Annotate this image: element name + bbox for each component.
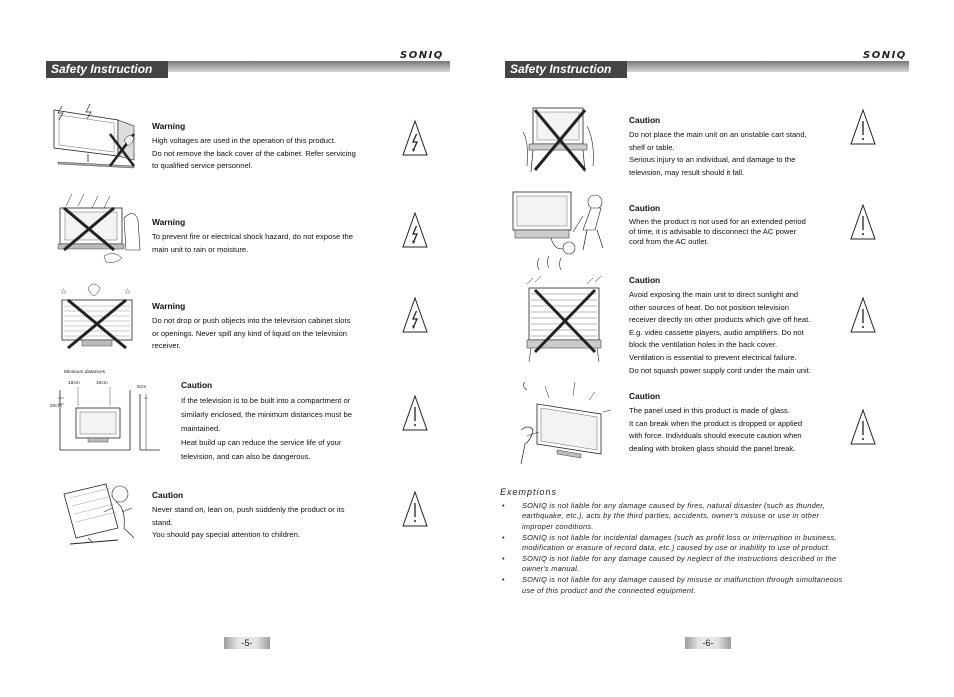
item-heading: Caution [629, 115, 661, 125]
caution-min-distances [181, 380, 391, 464]
exemption-item [500, 533, 890, 554]
exemption-line: earthquake, etc.), acts by the third parties, accidents, owner's misuse or use in other [522, 511, 820, 521]
caution-disconnect-power [629, 203, 865, 247]
exclamation-warning-icon [850, 108, 876, 146]
item-line: Heat build up can reduce the service life of your [181, 438, 342, 447]
brand-logo: SONIQ [400, 50, 444, 61]
item-line: Never stand on, lean on, push suddenly the product or its [152, 505, 345, 514]
item-line: When the product is not used for an extended period [629, 217, 806, 226]
min-distance-right: 5cm [137, 385, 147, 390]
svg-text:☆: ☆ [124, 287, 132, 296]
exemption-item [500, 554, 890, 575]
bullet: • [502, 501, 505, 510]
lightning-warning-icon [402, 296, 428, 334]
item-heading: Caution [181, 380, 213, 390]
item-line: maintained. [181, 424, 221, 433]
exemption-line: SONIQ is not liable for any damage caused by fires, natural disaster (such as thunder, [522, 501, 825, 510]
banner-gradient-bar [625, 61, 909, 72]
min-distance-left: 20cm [50, 404, 62, 409]
section-banner [46, 61, 450, 78]
item-line: with force. Individuals should execute caution when [629, 431, 802, 441]
bullet: • [502, 575, 505, 585]
bullet: • [502, 554, 505, 564]
item-line: If the television is to be built into a compartment or [181, 396, 351, 405]
item-line: shelf or table. [629, 142, 675, 152]
item-line: receiver directly on other products which give off heat. [629, 315, 811, 325]
caution-unstable-cart [629, 115, 865, 179]
exclamation-warning-icon [402, 490, 428, 528]
page-number: -6- [685, 637, 731, 649]
item-heading: Warning [152, 217, 186, 227]
page-number: -5- [224, 637, 270, 649]
tv-rain-illustration [52, 194, 142, 266]
item-line: Do not squash power supply cord under the main unit. [629, 365, 811, 375]
item-line: cord from the AC outlet. [629, 237, 709, 246]
item-line: dealing with broken glass should the panel break. [629, 443, 796, 453]
item-line: Do not drop or push objects into the television cabinet slots [152, 316, 351, 325]
exemption-item [500, 575, 890, 596]
exemption-line: owner's manual. [522, 564, 580, 574]
warning-objects-liquid [152, 301, 388, 353]
warning-rain-moisture [152, 217, 388, 256]
banner-title: Safety Instruction [505, 61, 627, 78]
banner-gradient-bar [166, 61, 450, 72]
item-line: You should pay special attention to children. [152, 530, 300, 540]
exemptions-section [500, 487, 890, 597]
item-line: block the ventilation holes in the back cover. [629, 340, 778, 350]
item-line: of time, it is advisable to disconnect the AC power [629, 227, 797, 236]
item-line: television, and can also be dangerous. [181, 452, 311, 461]
exemption-line: improper conditions. [522, 521, 594, 531]
heat-sunlight-illustration [521, 254, 611, 364]
exemptions-list [500, 501, 890, 596]
exclamation-warning-icon [850, 203, 876, 241]
item-line: or openings. Never spill any kind of liquid on the television [152, 328, 348, 338]
item-heading: Warning [152, 301, 186, 311]
item-line: main unit to rain or moisture. [152, 244, 249, 254]
item-heading: Warning [152, 121, 186, 131]
item-line: E.g. video cassette players, audio amplifiers. Do not [629, 327, 804, 337]
item-line: other sources of heat. Do not position television [629, 302, 789, 312]
item-line: to qualified service personnel. [152, 161, 253, 171]
brand-logo: SONIQ [863, 50, 907, 61]
exclamation-warning-icon [850, 408, 876, 446]
lightning-warning-icon [402, 119, 428, 157]
item-line: Avoid exposing the main unit to direct sunlight and [629, 290, 799, 299]
caution-glass-panel [629, 391, 865, 455]
tv-objects-illustration [54, 282, 144, 354]
exemption-line: SONIQ is not liable for any damage caused by misuse or malfunction through simultaneous [522, 575, 843, 585]
exemption-line: SONIQ is not liable for incidental damages (such as profit loss or interruption in business, [522, 532, 837, 542]
warning-high-voltage [152, 121, 388, 173]
item-line: High voltages are used in the operation of this product. [152, 136, 337, 145]
item-line: Do not place the main unit on an unstable cart stand, [629, 130, 807, 139]
item-line: similarly enclosed, the minimum distances must be [181, 410, 352, 419]
exemption-item [500, 501, 890, 532]
unplug-power-illustration [511, 188, 611, 258]
item-heading: Caution [629, 203, 661, 213]
exemption-line: use of this product and the connected equipment. [522, 585, 696, 595]
exclamation-warning-icon [402, 394, 428, 432]
item-line: stand. [152, 517, 173, 527]
min-distances-diagram [48, 384, 170, 456]
section-banner [505, 61, 909, 78]
item-heading: Caution [152, 490, 184, 500]
exemption-line: SONIQ is not liable for any damage caused by neglect of the instructions described in the [522, 554, 837, 564]
tv-back-cover-illustration [48, 104, 140, 170]
item-heading: Caution [629, 391, 661, 401]
item-line: receiver. [152, 341, 181, 351]
item-line: It can break when the product is dropped or applied [629, 418, 803, 428]
item-line: The panel used in this product is made of glass. [629, 406, 790, 415]
item-line: To prevent fire or electrical shock hazard, do not expose the [152, 232, 353, 241]
caution-stand-lean [152, 490, 388, 542]
caution-heat-sunlight [629, 275, 865, 377]
item-heading: Caution [629, 275, 661, 285]
broken-glass-illustration [515, 378, 615, 470]
min-distances-title: Minimum distances [64, 370, 106, 375]
banner-title: Safety Instruction [46, 61, 168, 78]
item-line: Serious injury to an individual, and damage to the [629, 155, 796, 165]
item-line: Do not remove the back cover of the cabinet. Refer servicing [152, 148, 356, 158]
bullet: • [502, 532, 505, 542]
min-distance-top-left: 10cm [68, 381, 80, 386]
exclamation-warning-icon [850, 296, 876, 334]
min-distance-top-mid: 10cm [96, 381, 108, 386]
unstable-cart-illustration [521, 102, 597, 178]
item-line: television, may result should it fall. [629, 167, 745, 177]
child-leaning-illustration [58, 478, 148, 550]
exemptions-title: Exemptions [500, 487, 558, 497]
lightning-warning-icon [402, 211, 428, 249]
exemption-line: modification or erasure of record data, etc.) caused by use or inability to use of product. [522, 543, 831, 553]
item-line: Ventilation is essential to prevent electrical failure. [629, 352, 797, 362]
svg-text:☆: ☆ [60, 287, 68, 296]
